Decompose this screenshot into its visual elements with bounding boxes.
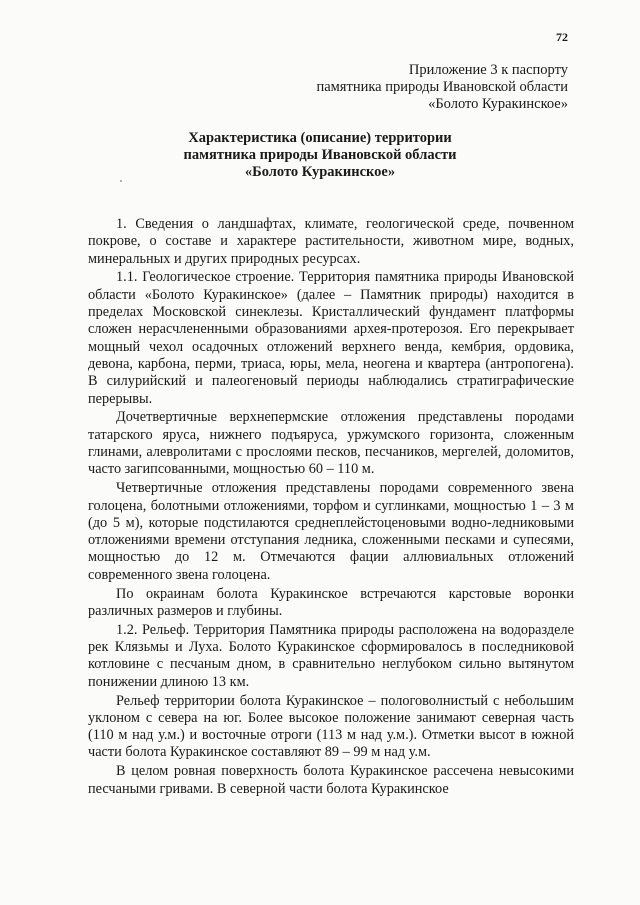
appendix-header [316, 62, 568, 113]
title-line-2: памятника природы Ивановской области [183, 147, 457, 163]
title-line-1: Характеристика (описание) территории [188, 130, 452, 146]
document-title [0, 130, 640, 181]
appendix-line-3: «Болото Куракинское» [428, 96, 568, 112]
title-line-3: «Болото Куракинское» [244, 164, 396, 180]
paragraph-1: 1. Сведения о ландшафтах, климате, геологической среде, почвенном покрове, о составе и характере растительности, животном мире, водных, минеральных и других природных ресурсах. [88, 216, 574, 267]
paragraph-7: Рельеф территории болота Куракинское – пологоволнистый с небольшим уклоном с севера на юг. Более высокое положение занимают северная часть (110 м над у.м.) и восточные отроги (113 м над у.м.). Отметки высот в южной части болота Куракинское составляют 89 – 99 м над у.м. [88, 692, 574, 761]
page-number: 72 [556, 30, 568, 44]
appendix-line-1: Приложение 3 к паспорту [408, 62, 568, 78]
paragraph-2: 1.1. Геологическое строение. Территория памятника природы Ивановской области «Болото Куракинское» (далее – Памятник природы) находится в пределах Московской синеклезы. Кристаллический фундамент платформы сложен нерасчлененными образованиями архея-протерозоя. Его перекрывает мощный чехол осадочных отложений верхнего венда, кембрия, ордовика, девона, карбона, перми, триаса, юры, мела, неогена и квартера (антропогена). В силурийский и палеогеновый периоды наблюдались стратиграфические перерывы. [88, 269, 574, 407]
paragraph-3: Дочетвертичные верхнепермские отложения представлены породами татарского яруса, нижнего подъяруса, уржумского горизонта, сложенным глинами, алевролитами с прослоями песков, песчаников, мергелей, доломитов, часто загипсованными, мощностью 60 – 110 м. [88, 409, 574, 478]
paragraph-5: По окраинам болота Куракинское встречаются карстовые воронки различных размеров и глубины. [88, 585, 574, 619]
paragraph-8: В целом ровная поверхность болота Куракинское рассечена невысокими песчаными гривами. В северной части болота Куракинское [88, 763, 574, 797]
appendix-line-2: памятника природы Ивановской области [316, 79, 568, 95]
paragraph-4: Четвертичные отложения представлены породами современного звена голоцена, болотными отложениями, торфом и суглинками, мощностью 1 – 3 м (до 5 м), которые подстилаются среднеплейстоценовыми водно-ледниковыми отложениями времени отступания ледника, сложенными песками и супесями, мощностью до 12 м. Отмечаются фации аллювиальных отложений современного звена голоцена. [88, 480, 574, 583]
document-body [88, 216, 574, 800]
paragraph-6: 1.2. Рельеф. Территория Памятника природы расположена на водоразделе рек Клязьмы и Луха. Болото Куракинское сформировалось в последниковой котловине с песчаным дном, в сравнительно неглубоком сильно вытянутом понижении длиною 13 км. [88, 621, 574, 690]
scan-speck [120, 180, 122, 182]
